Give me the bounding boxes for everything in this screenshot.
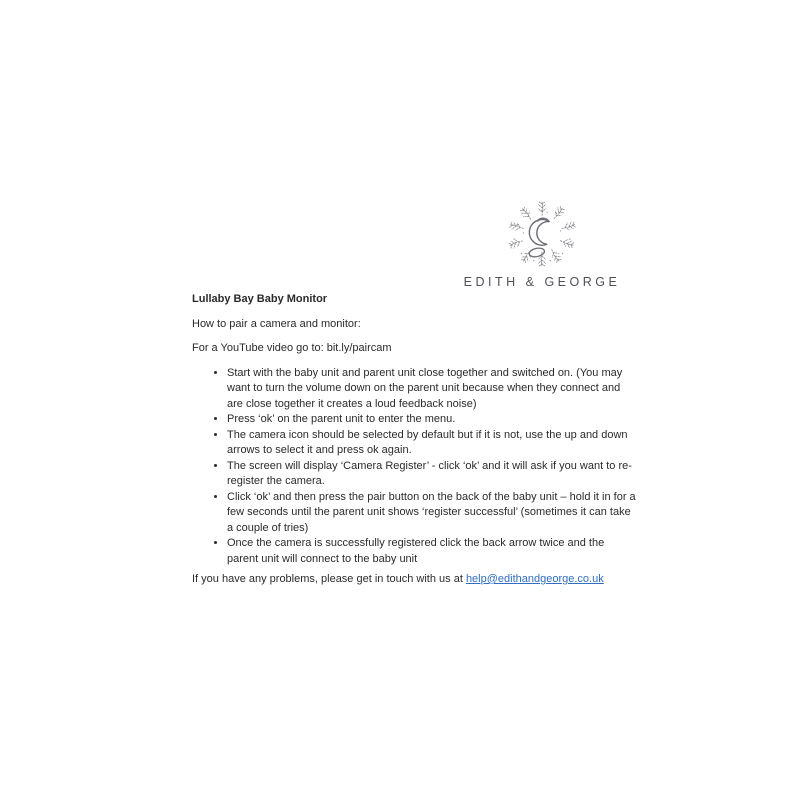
support-email-link[interactable]: help@edithandgeorge.co.uk <box>465 573 604 585</box>
document-subtitle: How to pair a camera and monitor: <box>192 317 361 330</box>
video-link-line: For a YouTube video go to: bit.ly/paircam <box>192 342 392 354</box>
brand-name: EDITH & GEORGE <box>463 275 621 289</box>
list-item: • The screen will display ‘Camera Register’ - click ‘ok’ and it will ask if you want to re-register the camera. <box>227 459 638 490</box>
list-item: • Click ‘ok’ and then press the pair button on the back of the baby unit – hold it in for a few seconds until the parent unit shows ‘register successful’ (sometimes it can take a couple of tries) <box>227 490 638 537</box>
crescent-icon <box>529 218 549 245</box>
document-body <box>192 292 638 588</box>
support-text: If you have any problems, please get in touch with us at <box>192 573 466 585</box>
document-title: Lullaby Bay Baby Monitor <box>192 293 328 305</box>
wreath-sprigs <box>509 202 576 266</box>
pairing-steps-list <box>192 366 638 568</box>
list-item: • Press ‘ok’ on the parent unit to enter the menu. <box>227 412 638 428</box>
list-item: • Start with the baby unit and parent unit close together and switched on. (You may want to turn the volume down on the parent unit because when they connect and are close together it creates a loud feedback noise) <box>227 366 638 413</box>
support-line <box>192 572 638 588</box>
brand-logo <box>452 200 632 289</box>
list-item: • The camera icon should be selected by default but if it is not, use the up and down arrows to select it and press ok again. <box>227 428 638 459</box>
wreath-logo-icon <box>498 200 586 272</box>
list-item: • Once the camera is successfully registered click the back arrow twice and the parent unit will connect to the baby unit <box>227 536 638 567</box>
